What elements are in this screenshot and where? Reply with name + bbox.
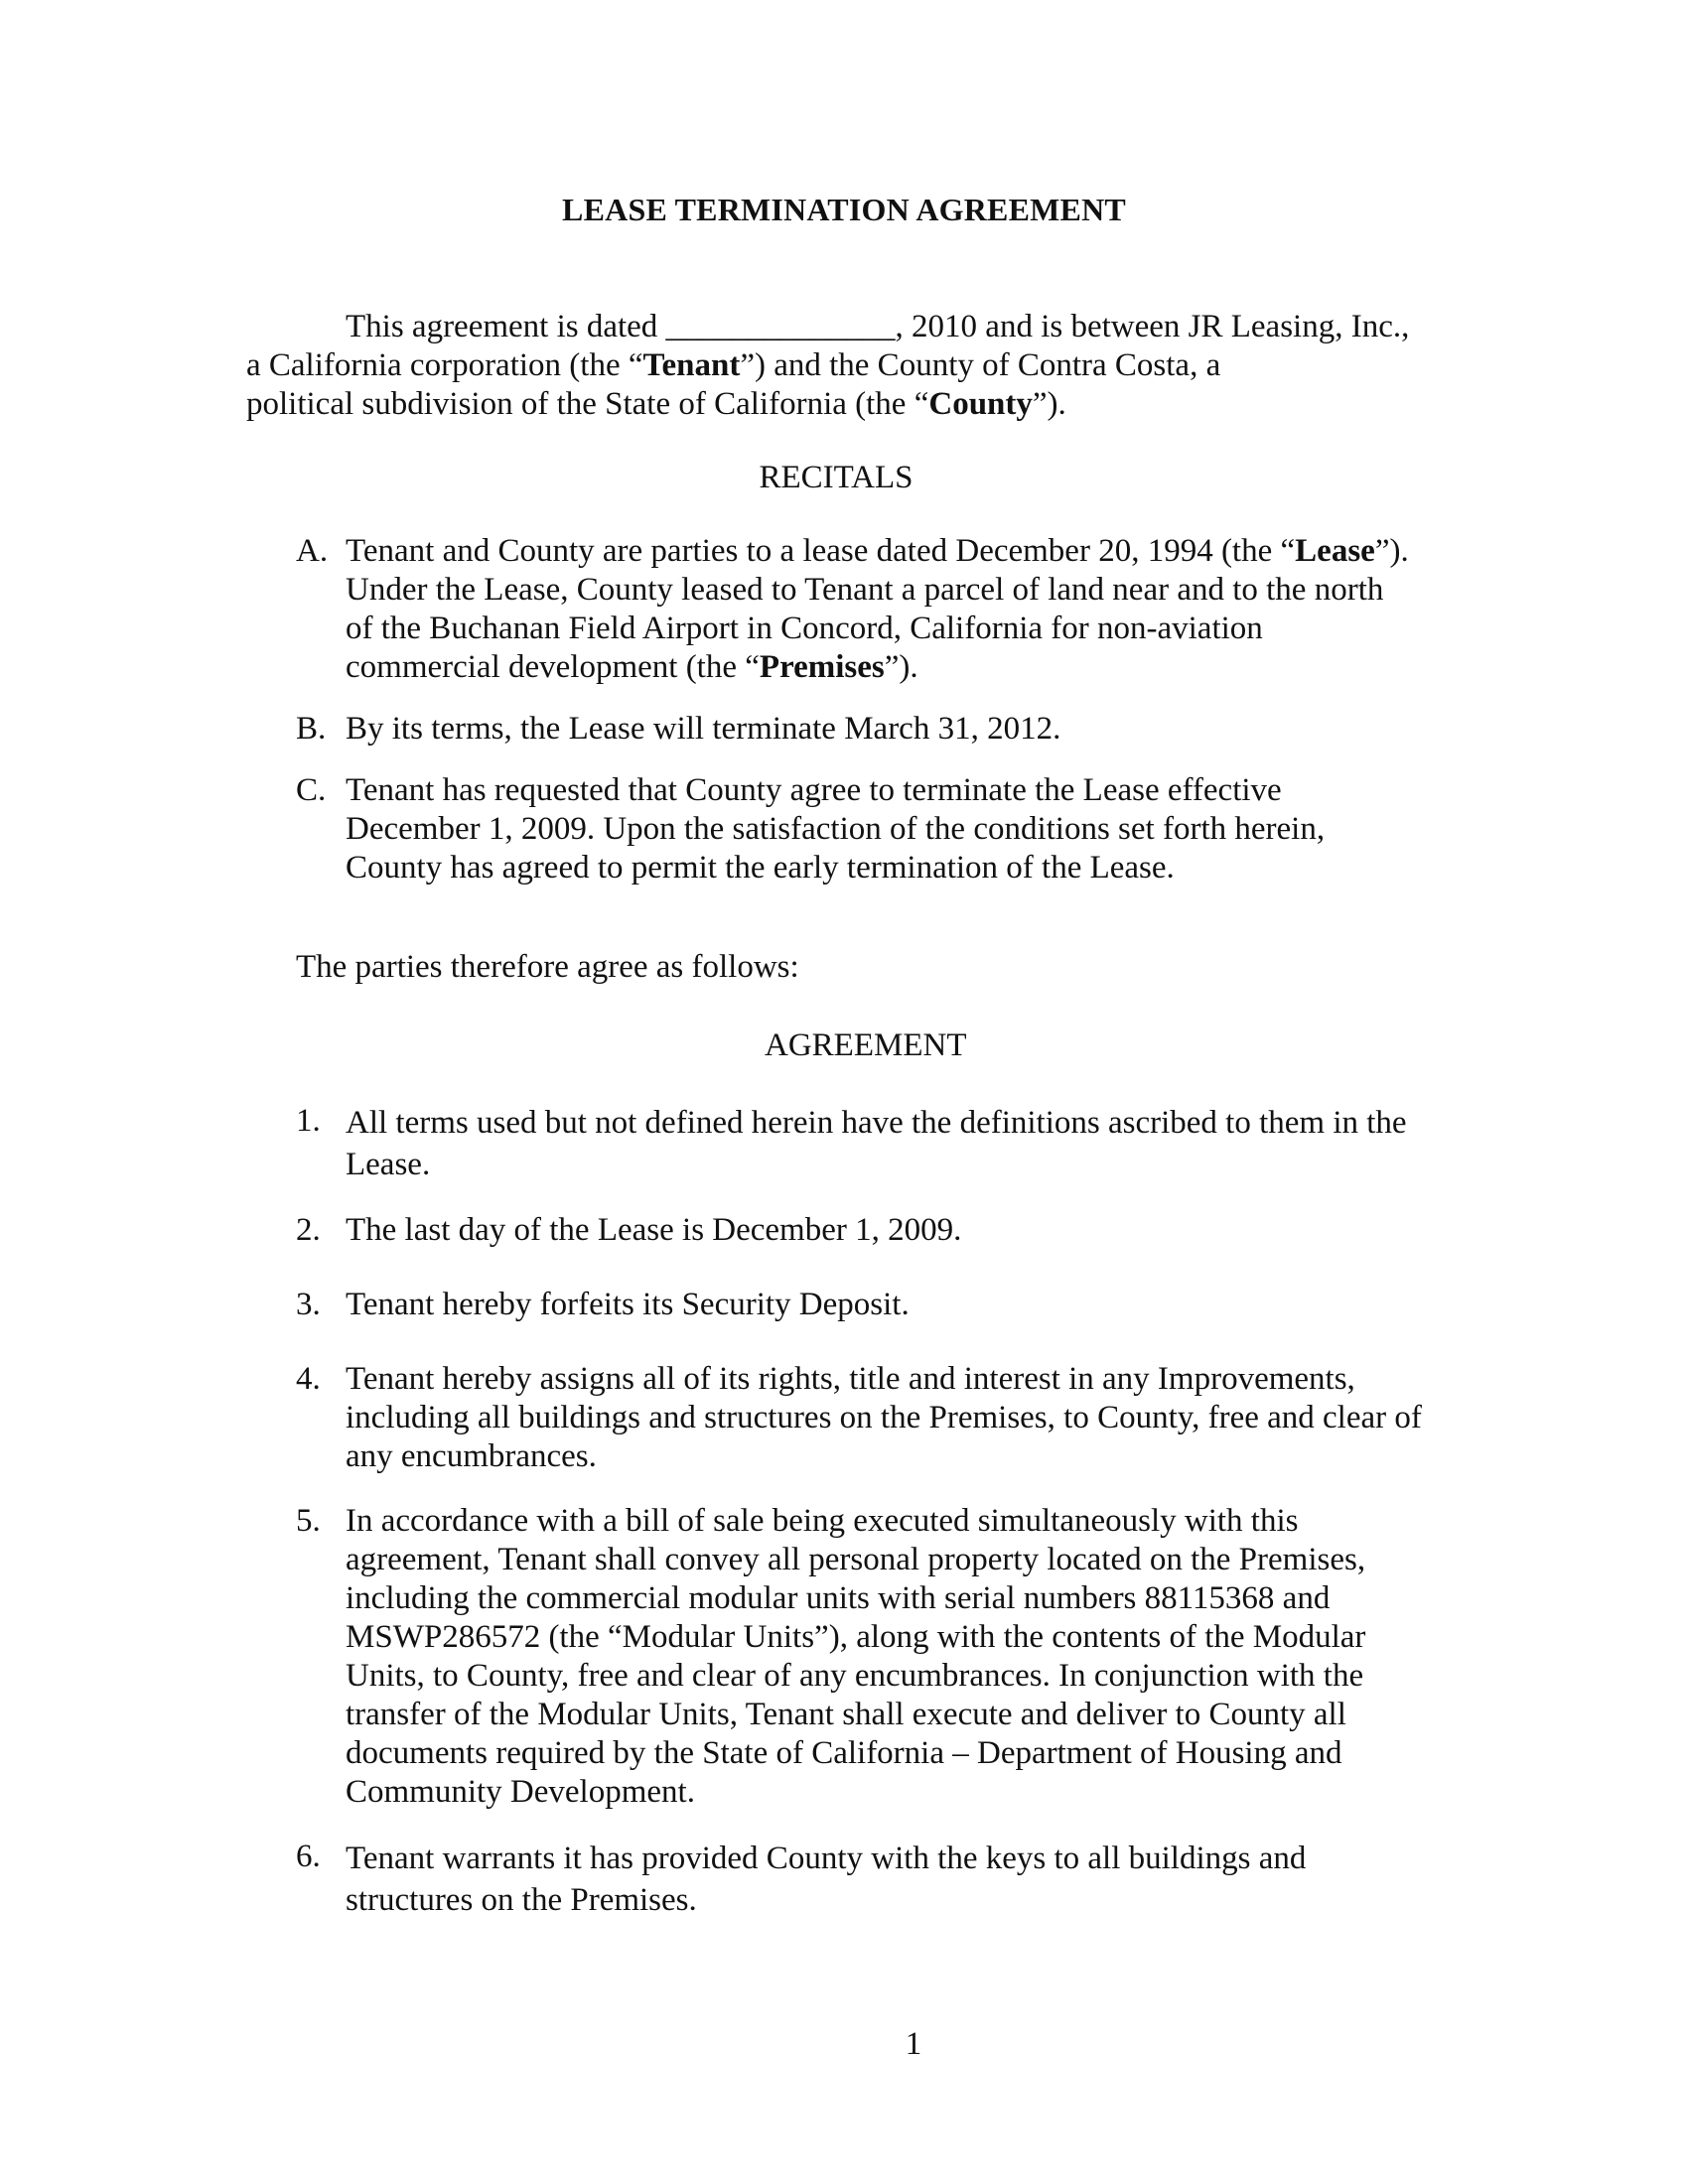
agreement-line: Community Development. — [346, 1774, 695, 1810]
recital-line — [346, 648, 1448, 687]
agreement-list — [296, 1102, 1448, 1947]
agreement-line: Tenant warrants it has provided County with the keys to all buildings and — [346, 1841, 1307, 1876]
intro-line-1: This agreement is dated ______________, 2010 and is between JR Leasing, Inc., — [346, 309, 1410, 344]
premises-defined-term: Premises — [759, 649, 885, 685]
agreement-line: transfer of the Modular Units, Tenant shall execute and deliver to County all — [346, 1697, 1346, 1732]
intro-line-3-text: political subdivision of the State of California (the “ — [246, 386, 929, 422]
recital-text-end: ”). — [884, 649, 918, 685]
county-defined-term: County — [928, 386, 1033, 422]
agreement-line: structures on the Premises. — [346, 1882, 697, 1918]
list-marker: 2. — [296, 1212, 321, 1248]
intro-line-3-text-end: ”). — [1032, 386, 1066, 422]
document-title: LEASE TERMINATION AGREEMENT — [562, 192, 1126, 227]
agreement-line: Tenant hereby assigns all of its rights, title and interest in any Improvements, — [346, 1361, 1355, 1397]
list-marker: 5. — [296, 1503, 321, 1539]
recital-line: December 1, 2009. Upon the satisfaction of the conditions set forth herein, — [346, 811, 1326, 847]
agreement-line: including all buildings and structures on the Premises, to County, free and clear of — [346, 1400, 1422, 1435]
agreement-item-4 — [296, 1360, 1448, 1476]
agreement-heading: AGREEMENT — [765, 1027, 967, 1063]
agreement-line: any encumbrances. — [346, 1438, 597, 1474]
recitals-heading: RECITALS — [759, 460, 914, 495]
agreement-line: agreement, Tenant shall convey all personal property located on the Premises, — [346, 1542, 1366, 1577]
agreement-line: Tenant hereby forfeits its Security Deposit. — [346, 1287, 910, 1322]
agreement-line: documents required by the State of California – Department of Housing and — [346, 1735, 1342, 1771]
agreement-item-2 — [296, 1211, 1448, 1250]
agreement-line: All terms used but not defined herein have the definitions ascribed to them in the — [346, 1105, 1407, 1141]
agreement-line: MSWP286572 (the “Modular Units”), along with the contents of the Modular — [346, 1619, 1366, 1655]
recitals-list — [296, 532, 1448, 910]
intro-paragraph — [246, 308, 1438, 424]
intro-line-2 — [246, 346, 1438, 385]
recital-line: County has agreed to permit the early termination of the Lease. — [346, 850, 1175, 886]
agreement-line: Units, to County, free and clear of any encumbrances. In conjunction with the — [346, 1658, 1364, 1694]
recital-line: By its terms, the Lease will terminate March 31, 2012. — [346, 711, 1061, 747]
recital-c — [296, 771, 1448, 887]
agreement-lead-in: The parties therefore agree as follows: — [296, 949, 799, 985]
recital-line: Under the Lease, County leased to Tenant a parcel of land near and to the north — [346, 572, 1384, 608]
list-marker: 6. — [296, 1839, 321, 1874]
intro-line-2-text: a California corporation (the “ — [246, 347, 643, 383]
intro-line-3 — [246, 385, 1438, 424]
list-marker: A. — [296, 533, 329, 569]
intro-line-2-text-end: ”) and the County of Contra Costa, a — [740, 347, 1221, 383]
recital-line: Tenant has requested that County agree to terminate the Lease effective — [346, 772, 1282, 808]
recital-b — [296, 710, 1448, 749]
agreement-item-3 — [296, 1286, 1448, 1324]
agreement-line: In accordance with a bill of sale being executed simultaneously with this — [346, 1503, 1299, 1539]
recital-a — [296, 532, 1448, 687]
agreement-line: The last day of the Lease is December 1, 2009. — [346, 1212, 962, 1248]
list-marker: C. — [296, 772, 327, 808]
recital-line: of the Buchanan Field Airport in Concord, California for non-aviation — [346, 611, 1263, 646]
recital-text: commercial development (the “ — [346, 649, 760, 685]
agreement-item-1 — [296, 1102, 1448, 1185]
agreement-line: including the commercial modular units with serial numbers 88115368 and — [346, 1580, 1331, 1616]
list-marker: B. — [296, 711, 327, 747]
page-number: 1 — [905, 2026, 922, 2062]
list-marker: 3. — [296, 1287, 321, 1322]
tenant-defined-term: Tenant — [642, 347, 741, 383]
recital-text: Tenant and County are parties to a lease dated December 20, 1994 (the “ — [346, 533, 1296, 569]
agreement-item-5 — [296, 1502, 1448, 1812]
list-marker: 4. — [296, 1361, 321, 1397]
recital-text-end: ”). — [1374, 533, 1409, 569]
list-marker: 1. — [296, 1103, 321, 1139]
lease-defined-term: Lease — [1295, 533, 1375, 569]
agreement-item-6 — [296, 1838, 1448, 1921]
agreement-line: Lease. — [346, 1147, 431, 1182]
recital-line — [346, 532, 1448, 571]
